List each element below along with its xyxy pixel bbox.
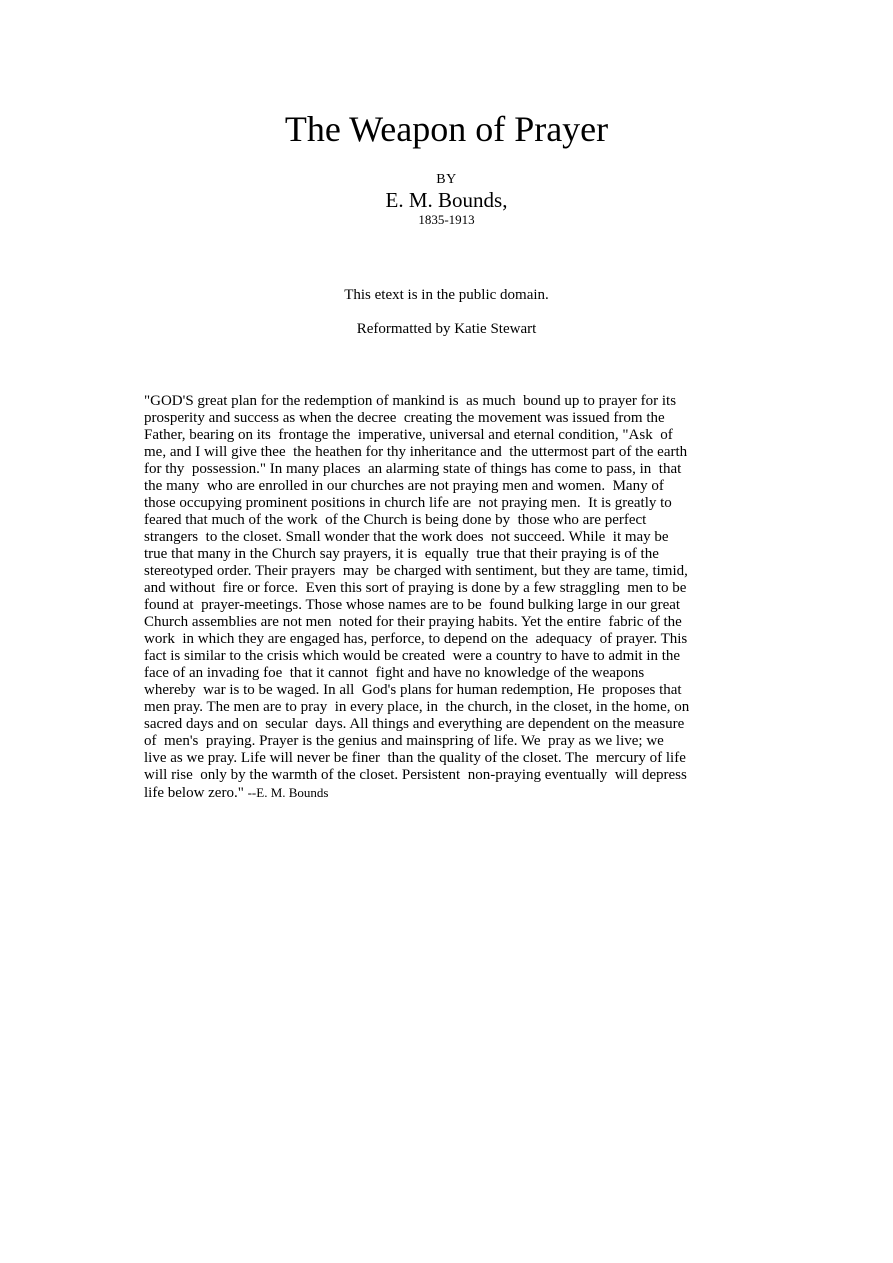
- quote-line: will rise only by the warmth of the closet. Persistent non-praying eventually will depress: [144, 767, 687, 783]
- quote-line: live as we pray. Life will never be finer than the quality of the closet. The mercury of life: [144, 750, 686, 766]
- document-title: The Weapon of Prayer: [284, 109, 609, 149]
- quote-line: sacred days and on secular days. All things and everything are dependent on the measure: [144, 716, 685, 732]
- quote-line: strangers to the closet. Small wonder that the work does not succeed. While it may be: [144, 529, 669, 545]
- quote-line: Father, bearing on its frontage the imperative, universal and eternal condition, "Ask of: [144, 427, 673, 443]
- quote-line: for thy possession." In many places an alarming state of things has come to pass, in that: [144, 461, 682, 477]
- quote-paragraph: [144, 393, 784, 802]
- author-name: E. M. Bounds,: [385, 188, 508, 212]
- quote-line: prosperity and success as when the decree creating the movement was issued from the: [144, 410, 665, 426]
- quote-line: "GOD'S great plan for the redemption of mankind is as much bound up to prayer for its: [144, 393, 677, 409]
- quote-line: Church assemblies are not men noted for their praying habits. Yet the entire fabric of the: [144, 614, 682, 630]
- quote-line: fact is similar to the crisis which would be created were a country to have to admit in the: [144, 648, 681, 664]
- byline-label: BY: [436, 172, 457, 187]
- quote-line: men pray. The men are to pray in every place, in the church, in the closet, in the home, on: [144, 699, 690, 715]
- quote-line: me, and I will give thee the heathen for thy inheritance and the uttermost part of the earth: [144, 444, 688, 460]
- quote-line: and without fire or force. Even this sort of praying is done by a few straggling men to be: [144, 580, 687, 596]
- quote-line: feared that much of the work of the Church is being done by those who are perfect: [144, 512, 647, 528]
- quote-line: stereotyped order. Their prayers may be charged with sentiment, but they are tame, timid,: [144, 563, 688, 579]
- quote-last-line: [144, 784, 784, 802]
- author-years: 1835-1913: [418, 212, 475, 227]
- quote-line: true that many in the Church say prayers, it is equally true that their praying is of the: [144, 546, 659, 562]
- quote-line: those occupying prominent positions in church life are not praying men. It is greatly to: [144, 495, 672, 511]
- quote-line: face of an invading foe that it cannot fight and have no knowledge of the weapons: [144, 665, 645, 681]
- quote-line: work in which they are engaged has, perforce, to depend on the adequacy of prayer. This: [144, 631, 688, 647]
- quote-attribution: --E. M. Bounds: [247, 785, 329, 800]
- quote-last-line-text: life below zero.": [144, 785, 248, 801]
- quote-line: whereby war is to be waged. In all God's plans for human redemption, He proposes that: [144, 682, 682, 698]
- quote-line: found at prayer-meetings. Those whose names are to be found bulking large in our great: [144, 597, 681, 613]
- quote-line: the many who are enrolled in our churches are not praying men and women. Many of: [144, 478, 664, 494]
- quote-line: of men's praying. Prayer is the genius and mainspring of life. We pray as we live; we: [144, 733, 664, 749]
- public-domain-note: This etext is in the public domain.: [344, 287, 549, 303]
- reformatted-note: Reformatted by Katie Stewart: [356, 321, 537, 337]
